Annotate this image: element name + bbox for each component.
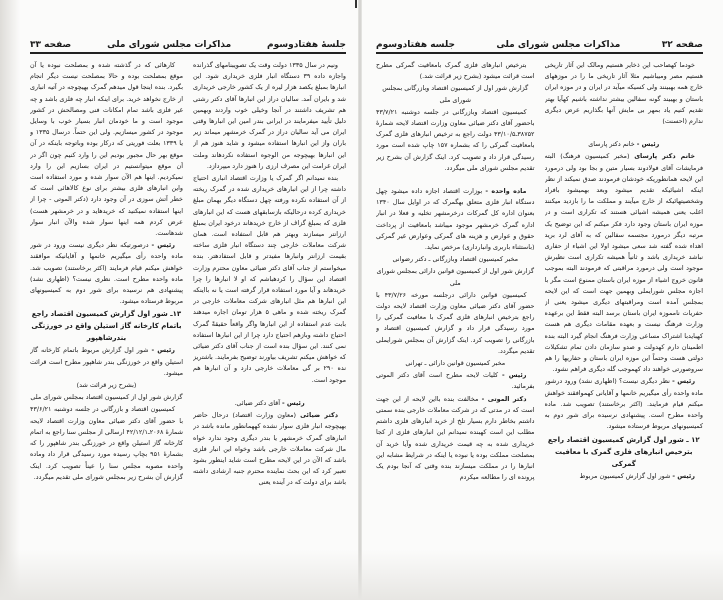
- report-text: کمیسیون اقتصاد وبازرگانی در جلسه دوشنبه ۴۳/۷/۲۱ باحضور آقای دکتر ضیائی معاون وزارت اقتصاد لایحه شمارهٔ ۳۸۷۵۲ـ۴۳/۱۰/۵ دولت راجع به ترخیص انبارهای فلزی گمرک بامعافیت گمرکی را که بشماره ۱۵۷ چاپ شده است مورد رسیدگی قرار داد و تصویب کرد. اینک گزارش آن بشرح زیر تقدیم مجلس شورای ملی میگردد.: [376, 107, 535, 172]
- report-text: کمیسیون اقتصاد و بازرگانی در جلسه دوشنبه ۴۳/۶/۲۱ با حضور آقای دکتر ضیائی معاون وزارت اقتصاد لایحه شمارهٔ ۲۰۶۸ـ۴۲/۱۲/۱ ارسالی از مجلس سنا راجع به اتمام کارخانه گاز استیلن واقع در خورزنگی بندر شاهپور را که بشمارهٔ ۹۵۱ بچاپ رسیده مورد رسیدگی قرار داد وماده واحده مصوبه مجلس سنا را عیناً تصویب کرد. اینک گزارش آن بشرح زیر بمجلس شورای ملی تقدیم میگردد.: [30, 405, 183, 481]
- rapporteur-signature: مخبر کمیسیون قوانین دارائی ـ تهرانی: [405, 359, 506, 368]
- speaker-name: رئیس -: [151, 346, 175, 355]
- speech-paragraph: [193, 410, 346, 488]
- right-page-header: [376, 36, 703, 54]
- paragraph: خودما کهصاحب این ذخایر هستیم ومالک این آثار تاریخی هستیم مصر ومیباشیم مثلا آثار تاریخی ما را در موزههای خارج همه بهبینند ولی کسیکه میآید در ایران و در موزه ایران باستان و بهبیند گونه سفالین بیشتر نداشته باشیم کهآیا بهتر تقدیم کنیم یاد بمهر بی مایش آنها بگذاریم عرض دیگری ندارم (احسنت): [544, 61, 703, 126]
- right-page-column-right: [545, 60, 704, 570]
- speaker-name: رئیس -: [502, 371, 527, 380]
- speech-paragraph: [545, 151, 704, 375]
- speaker-line: [193, 398, 346, 409]
- session-label: جلسه هفتادوسوم: [376, 40, 455, 50]
- publication-title: مذاکرات مجلس شورای ملی: [107, 40, 232, 50]
- right-page-columns: [376, 60, 703, 570]
- read-note: (بشرح زیر قرائت شد): [76, 381, 137, 390]
- speech-text: (معاون وزارت اقتصاد) درحال حاضر بهیچوجه انبار فلزی سوار نشده کههمانطور مانده باشد در انبارهای گمرک خرمشهر یا بندر دیگری وجود ندارد خواه مال شرکت معاملات خارجی باشد وخواه این انبار فلزی باشد که الآن در این لایحه مطرح است شاید اینطور بشود تعبیر کرد که این بحث نماینده محترم جنبه ارشادی داشته باشد برای دولت که در آینده یعنی: [193, 411, 346, 487]
- book-fold-gutter: [358, 0, 362, 600]
- session-label: جلسهٔ هفتادوسوم: [267, 40, 346, 50]
- speech-text: مخالفت بنده بااین لایحه از این جهت است که در مدتی که در شرکت معاملات خارجی بنده سمتی داشتم بخاطر دارم بسیار تلخ از خرید انبارهای فلزی داشتم مطلب این است کهبنده نمیدانم این انبارهای فلزی از کجا خریداری شده به چه قیمت خریداری شده وآیا خرید آن بمصلحت مملکت بوده یا نبوده یا اینکه در شرایط مشابه این انبارها را در مملکت میسازند بنده وقتی که آنجا بودم یک پرونده ای را مطالعه میکردم: [376, 394, 535, 482]
- report-title: گزارش شور اول از کمیسیون اقتصاد بمجلس شورای ملی: [30, 393, 183, 402]
- speaker-name: رئیس -: [672, 471, 695, 480]
- report-text: کمیسیون قوانین دارائی درجلسه مورخه ۴۳/۷/۲۶ با حضور آقای دکتر ضیائی معاون وزارت اقتصاد لایحه دولت راجع بترخیص انبارهای فلزی گمرک با معافیت گمرکی را مورد رسیدگی قرار داد و گزارش کمیسیون اقتصاد و بازرگانی را تصویب کرد. اینک گزارش آن بمجلس شورایملی تقدیم میگردد.: [376, 290, 535, 355]
- paragraph: کارهائی که در گذشته شده و بمصلحت نبوده یا آن موقع بمصلحت بوده و حالا بمصلحت نیست دیگر انجام بگیرد. بنده اینجا قول میدهم گمرک بهیچوجه در آتیه انباری از خارج نخواهد خرید. برای اینکه انبار چه فلزی باشد و چه غیر فلزی باشد تمام امکانات فنی ومصالحش در کشور موجود است و ما خودمان انبار بسیار خوب با وسایل موجود در کشور میسازیم. ولی این حتماً. درسال ۱۳۳۵ و یا ۱۳۳۹ بعلت فوریتی که درکار بوده وباتوجه باینکه در آن موقع بهر حال مجبور بودیم این را وارد کنیم چون اگر در آن موقع میتوانستیم در ایران بسازیم این را وارد نمیکردیم. اینها هم الآن سوار شده و مورد استفاده است واین انبارهای فلزی بیشتر برای نوع کالاهائی است که خطر آتش سوزی در آن وجود دارد (دکتر الموتی - چرا از اینها استفاده نمیکنید که خریدهاید و در خرمشهر هست) عرض کردم همه اینها سوار شده والآن انبار سوار شدهاست.: [30, 61, 183, 238]
- page-edge-shadow: [0, 0, 20, 600]
- left-page: [0, 0, 360, 600]
- speech-text: (مخبر کمیسیون فرهنگ) البته فرمایشات آقای فولادوند بسیار متین و بجا بود ولی درمورد این لایحه همانطوریکه خودشان فرمودند صدق نمیکند از نظر اینکه اشیائیکه تقدیم میشود وبعد بهمیشود بافراد وشخصیتهائیکه از خارج میآیند و مملکت ما را بازدید میکنند اغلب یعنی همیشه اشیائی هستند که تکراری است و در موزه ایران باستان وجود دارد فکر میکنم که این توضیح یک مرتبه دیگر درمورد مجسمه سفالین که به آقای لرد برید اهداء شده گفته شد سعی میشود اولا این اشیاء از حفاری نباشد خریداری باشد و ثانیاً همیشه تکراری است نظیرش موجود است ولی درمورد مراقبتی که فرمودند البته بموجب قانون خروج اشیاء از موزه ایران باستان ممنوع است مگر با اجازه مجلس شورایملی وبهمین جهت است که این لایحه بمجلس آمده است ومراقبتهای دیگری میشود یعنی از حفریات نامموزه ایران باستان برسد البته فقط این برعهده وزارت فرهنگ نیست و بعهده مقامات دیگری هم هست کهبایدبا اشتراک مساعی وزارت فرهنگ انجام گیرد البته بنده اطمینان دارم کهدولت و صدو سازمان دادن تمام تشکیلات دولتی هست وحتماً این موزه ایران باستان و حفاریها را هم سروصورتی خواهند داد کهموجب گله دیگری فراهم نشود.: [544, 152, 703, 374]
- speech-text: درصورتیکه نظر دیگری نیست ورود در شور ماده واحده رأی میگیریم خانمها و آقایانیکه موافقند خواهش میکنم قیام فرمایند (اکثر برخاستند) تصویب شد. ماده واحده مطرح است. نظری نیست؟ (اظهاری نشد) پیشنهادی هم نرسیده برای شور دوم به کمیسیونهای مربوط فرستاده میشود.: [30, 241, 183, 306]
- article-text: بوزارت اقتصاد اجازه داده میشود چهل دستگاه انبار فلزی متعلق بهگمرک که در اوایل سال ۱۳۴۰ بعنوان اداره کل گمرکات درخرمشهر تخلیه و فعلا در انبار اداره گمرک خرمشهر موجود میباشد بامعافیت از پرداخت حقوق و عوارض و هزینه های گمرکی وعوارض غیر گمرکی (باستثناء باربری وانبارداری) مرخص نماید.: [376, 187, 535, 252]
- speech-paragraph: [376, 394, 535, 484]
- agenda-item-heading: ۱۳ـ شور اول گزارش کمیسیون اقتصاد راجع باتمام کارخانه گاز استیلن واقع در خورزنگی بندرشاهپور: [31, 310, 182, 343]
- speaker-name: رئیس -: [672, 377, 695, 386]
- speech-paragraph: [30, 345, 183, 379]
- publication-title: مذاکرات مجلس شورای ملی: [496, 40, 621, 50]
- speaker-name: رئیس -: [151, 241, 175, 250]
- speech-paragraph: [545, 471, 704, 482]
- speaker-name: خانم دکتر پارسای: [634, 152, 695, 161]
- report-title: گزارش شور اول از کمیسیون قوانین دارائی بمجلس شورای ملی: [376, 267, 535, 287]
- right-page-column-left: [376, 60, 535, 570]
- paragraph: بترخیص انبارهای فلزی گمرک بامعافیت گمرکی مطرح است قرائت میشود (بشرح زیر قرائت شد.): [376, 61, 535, 81]
- rapporteur-signature: مخبر کمیسیون اقتصاد وبازرگانی ـ دکتر رضوانی: [392, 255, 519, 264]
- paragraph: ونیم در سال ۱۳۳۵ دولت وقت یک تصویبنامهای گذرانده واجازه داده ۳۹ دستگاه انبار فلزی خریداری شود. این انبارها بمبلغ یکصد هزار لیره از یک کشور خارجی خریداری شد و بایران آمد. سالیان دراز این انبارها آقای دکتر رشتی هم تشریف داشتند در آنجا وخیلی خوب واردند وبهمین دلیل تأیید میفرمایند در ایرانی بندر امین این انبارها وقتی ایران می آید سالیان دراز در گمرک خرمشهر میماند زیر باران واز این انبارها استفاده میشود و شاید هنوز هم از این انبارها بهیچوجه من الوجوه استفاده نکردهاند وملت ایران غرامت این مصرف ارزی را هنوز دارد میپردازد.: [193, 61, 346, 170]
- speaker-name: رئیس -: [282, 398, 305, 407]
- paragraph: بنده نمیدانم اگر گمرک یا وزارت اقتصاد انباری احتیاج داشته چرا از این انبارهای خریداری شده در گمرک ریخته از آن استفاده نکرده ورفته چهل دستگاه دیگر بهمان مبلغ خریداری کرده درحالیکه بازسابقهای هست که این انبارهای فلزی که بمبلغ گزاف از خارج خریدهاند درخود ایران بمبلغ ارزانتر میسازند وبهتر هم قابل استفاده است. همان شرکت معاملات خارجی چند دستگاه انبار فلزی ساخته بقیمت ارزانتر وانبارها مفیدتر و قابل استفادهتر. بنده میخواستم از جناب آقای دکتر ضیائی معاون محترم وزارت اقتصاد این سؤال را کردهباشم که او لا انبارها را چرا خریدهاند و آیا مورد استفاده قرار گرفته است یا نه بااینکه این انبارها هم مثل انبارهای شرکت معاملات خارجی در گمرک ریخته شده و ماهی ۵ هزار تومان اجاره میدهند بابت عدم استفاده از این انبارها واگر واقعاً حقیقةً گمرک احتیاج داشته وبازهم احتیاج دارد چرا از این انبارها استفاده نمی کنند. این سؤال بنده است از جناب آقای دکتر ضیائی که خواهش میکنم تشریف بیاورند توضیح بفرمایند. باشتریز نده ۲۹۰ بر گی معاملات خارجی دارد و آن انبارها هم موجود است.: [193, 174, 346, 384]
- scan-bottom-shading: [0, 550, 723, 600]
- article-paragraph: [376, 186, 535, 253]
- speech-paragraph: [376, 370, 535, 392]
- speech-text: کلیات لایحه مطرح است آقای دکتر الموتی بفرمائید.: [376, 371, 535, 391]
- speaker-text: خانم دکتر پارسای: [588, 140, 635, 149]
- speaker-line: [545, 139, 704, 150]
- page-number: صفحه ۳۲: [661, 40, 703, 50]
- left-page-columns: [30, 60, 346, 570]
- article-label: ماده واحده -: [485, 187, 527, 196]
- scan-mark: [355, 0, 357, 8]
- speech-text: نظر دیگری نیست؟ (اظهاری نشد) ورود درشور ماده واحده رأی میگیریم خانمها و آقایانی کهموافقند خواهش میکنم قیام فرمایند. (اکثر برخاستند) تصویب شد. ماده واحده مطرح است. پیشنهادی نرسیده برای شور دوم به کمیسیونهای مربوط فرستاده میشود.: [544, 377, 703, 431]
- left-page-column-left: [30, 60, 183, 570]
- report-title: گزارش شور اول از کمیسیون اقتصاد وبازرگانی بمجلس شورای ملی: [382, 84, 529, 104]
- left-page-header: [30, 36, 346, 54]
- speaker-name: دکتر ضیائی: [300, 411, 338, 420]
- page-number: صفحه ۳۳: [30, 40, 72, 50]
- right-page: [360, 0, 723, 600]
- speaker-name: رئیس -: [636, 140, 660, 149]
- speaker-name: دکتر الموتی -: [481, 394, 527, 403]
- speech-text: شور اول گزارش مربوط باتمام کارخانه گاز استیلن واقع در خورزنگی بندر شاهپور مطرح است قرائت میشود.: [30, 346, 183, 377]
- left-page-column-right: [193, 60, 346, 570]
- agenda-item-heading: ۱۲ ـ شور اول گزارش کمیسیون اقتصاد راجع بترخیص انبارهای فلزی گمرک با معافیت گمرکی: [547, 435, 700, 468]
- speech-text: شور اول گزارش کمیسیون مربوط: [579, 471, 671, 480]
- speech-paragraph: [545, 376, 704, 432]
- speaker-text: آقای دکتر ضیائی.: [234, 398, 280, 407]
- speech-paragraph: [30, 240, 183, 307]
